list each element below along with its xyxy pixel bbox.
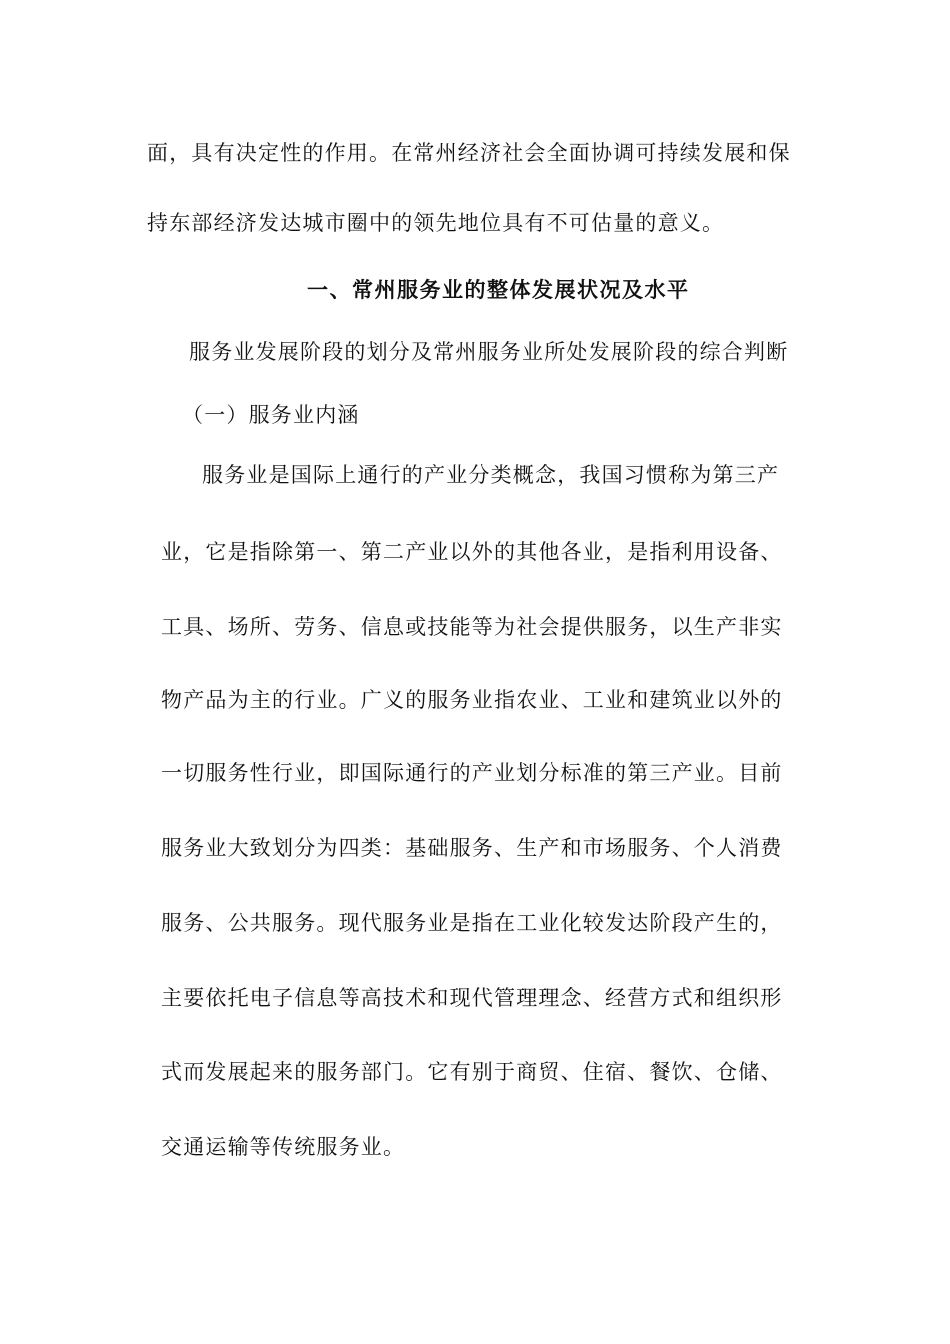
body-line-9: 式而发展起来的服务部门。它有别于商贸、住宿、餐饮、仓储、 <box>161 1060 783 1084</box>
intro-line-1: 面，具有决定性的作用。在常州经济社会全面协调可持续发展和保 <box>147 141 791 165</box>
intro-line-2: 持东部经济发达城市圈中的领先地位具有不可估量的意义。 <box>147 211 725 235</box>
body-line-4: 物产品为主的行业。广义的服务业指农业、工业和建筑业以外的 <box>161 688 783 712</box>
body-line-5: 一切服务性行业，即国际通行的产业划分标准的第三产业。目前 <box>161 761 783 785</box>
body-line-7: 服务、公共服务。现代服务业是指在工业化较发达阶段产生的， <box>161 911 783 935</box>
subsection-title: （一）服务业内涵 <box>182 403 360 427</box>
body-line-10: 交通运输等传统服务业。 <box>161 1135 406 1159</box>
body-line-1: 服务业是国际上通行的产业分类概念，我国习惯称为第三产 <box>202 463 780 487</box>
section-heading: 一、常州服务业的整体发展状况及水平 <box>307 277 690 302</box>
body-line-3: 工具、场所、劳务、信息或技能等为社会提供服务，以生产非实 <box>161 615 783 639</box>
subheading: 服务业发展阶段的划分及常州服务业所处发展阶段的综合判断 <box>189 340 789 364</box>
body-line-6: 服务业大致划分为四类：基础服务、生产和市场服务、个人消费 <box>161 836 783 860</box>
body-line-8: 主要依托电子信息等高技术和现代管理理念、经营方式和组织形 <box>161 986 783 1010</box>
body-line-2: 业，它是指除第一、第二产业以外的其他各业，是指利用设备、 <box>161 540 783 564</box>
